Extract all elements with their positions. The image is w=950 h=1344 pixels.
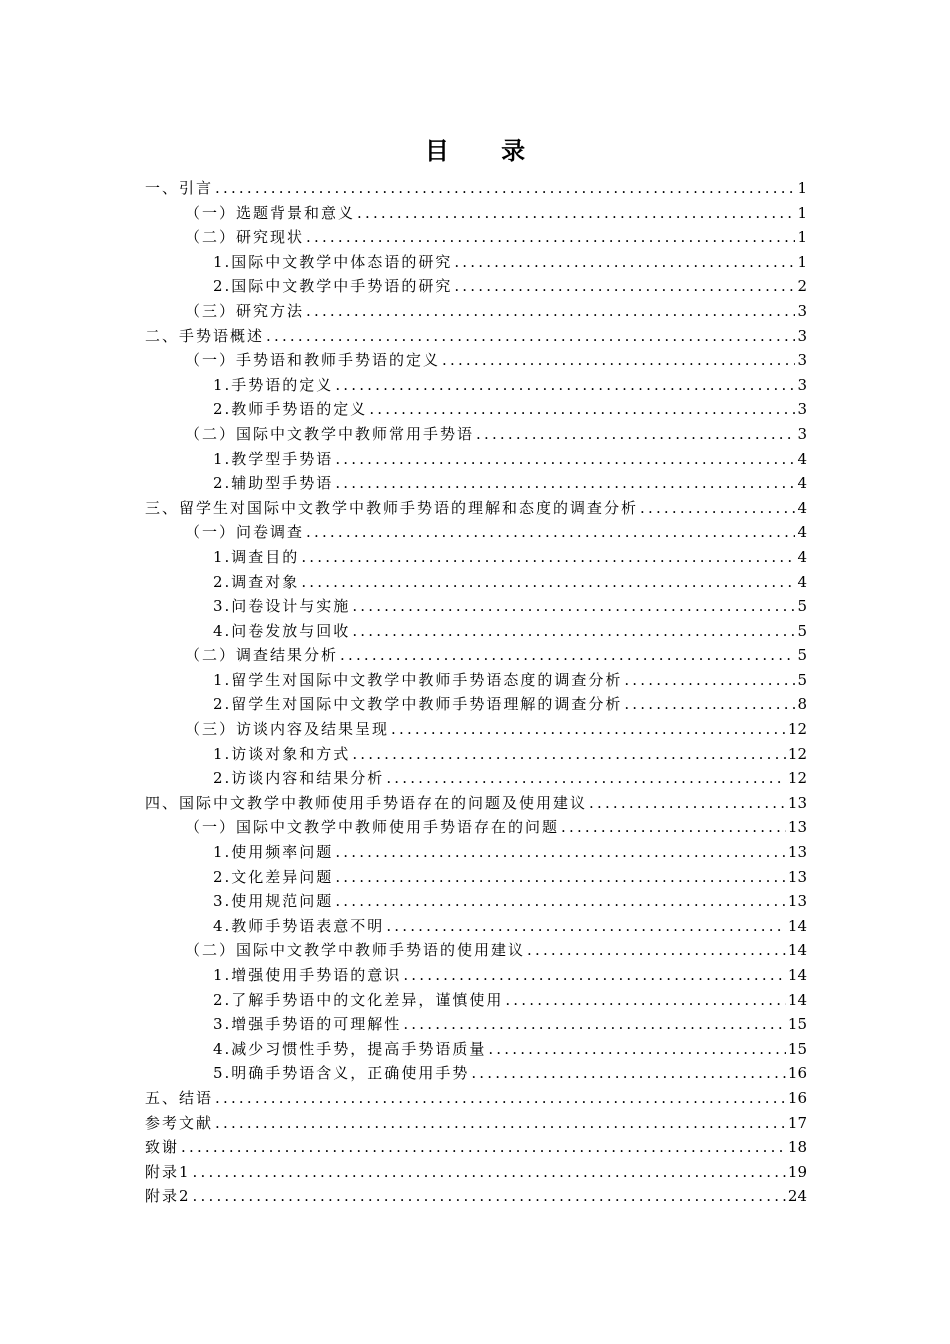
toc-entry-page: 2 — [797, 277, 807, 296]
toc-dot-leader — [193, 1184, 786, 1209]
toc-dot-leader — [266, 324, 795, 349]
toc-dot-leader — [386, 914, 786, 939]
toc-dot-leader — [624, 668, 795, 693]
toc-entry-page: 3 — [797, 424, 807, 443]
toc-entry[interactable] — [145, 225, 807, 250]
toc-entry-title: 附录2 — [145, 1187, 191, 1206]
toc-entry-page: 16 — [787, 1088, 807, 1107]
toc-dot-leader — [306, 520, 795, 545]
toc-entry-title: 3.使用规范问题 — [213, 892, 334, 911]
toc-entry[interactable] — [145, 201, 807, 226]
toc-entry-title: 二、手势语概述 — [145, 326, 265, 345]
toc-entry-title: 附录1 — [145, 1162, 191, 1181]
toc-entry-page: 4 — [797, 474, 807, 493]
toc-entry[interactable] — [145, 496, 807, 521]
toc-entry-title: （一）手势语和教师手势语的定义 — [185, 351, 441, 370]
toc-entry[interactable] — [145, 865, 807, 890]
toc-entry-title: （一）国际中文教学中教师使用手势语存在的问题 — [185, 818, 560, 837]
toc-dot-leader — [335, 447, 795, 472]
toc-entry-page: 5 — [797, 621, 807, 640]
toc-entry-page: 13 — [787, 867, 807, 886]
toc-dot-leader — [352, 742, 786, 767]
toc-entry-page: 14 — [787, 990, 807, 1009]
toc-entry[interactable] — [145, 619, 807, 644]
toc-entry-title: 2.文化差异问题 — [213, 867, 334, 886]
toc-entry-page: 3 — [797, 351, 807, 370]
toc-entry-page: 4 — [797, 498, 807, 517]
toc-dot-leader — [561, 815, 786, 840]
toc-entry-title: 2.调查对象 — [213, 572, 300, 591]
toc-entry-page: 1 — [797, 179, 807, 197]
toc-entry-page: 13 — [787, 843, 807, 862]
toc-entry-title: （二）国际中文教学中教师常用手势语 — [185, 424, 475, 443]
toc-entry-page: 14 — [787, 916, 807, 935]
table-of-contents — [145, 176, 807, 1209]
toc-dot-leader — [454, 274, 795, 299]
toc-entry-title: 3.增强手势语的可理解性 — [213, 1015, 402, 1034]
toc-entry-page: 5 — [797, 670, 807, 689]
toc-dot-leader — [454, 250, 795, 275]
toc-entry-page: 4 — [797, 572, 807, 591]
toc-entry[interactable] — [145, 1135, 807, 1160]
toc-entry-title: 2.访谈内容和结果分析 — [213, 769, 385, 788]
toc-entry[interactable] — [145, 1037, 807, 1062]
toc-dot-leader — [215, 1111, 786, 1136]
toc-dot-leader — [215, 176, 795, 201]
toc-entry-title: 1.调查目的 — [213, 547, 300, 566]
toc-entry-page: 17 — [787, 1113, 807, 1132]
toc-entry[interactable] — [145, 520, 807, 545]
toc-entry-title: 四、国际中文教学中教师使用手势语存在的问题及使用建议 — [145, 793, 588, 812]
toc-entry[interactable] — [145, 668, 807, 693]
toc-dot-leader — [193, 1160, 786, 1185]
toc-entry[interactable] — [145, 988, 807, 1013]
toc-entry-page: 3 — [797, 301, 807, 320]
toc-entry[interactable] — [145, 791, 807, 816]
toc-entry[interactable] — [145, 1160, 807, 1185]
toc-entry-page: 13 — [787, 818, 807, 837]
toc-entry[interactable] — [145, 938, 807, 963]
toc-entry-title: （二）调查结果分析 — [185, 646, 339, 665]
toc-title: 目 录 — [424, 137, 548, 165]
toc-entry[interactable] — [145, 274, 807, 299]
toc-entry-page: 18 — [787, 1138, 807, 1157]
toc-entry-page: 15 — [787, 1039, 807, 1058]
toc-dot-leader — [640, 496, 795, 521]
toc-entry-page: 14 — [787, 966, 807, 984]
toc-entry-title: 4.教师手势语表意不明 — [213, 916, 385, 935]
toc-entry-title: 4.问卷发放与回收 — [213, 621, 351, 640]
toc-entry-title: 一、引言 — [145, 179, 214, 197]
toc-entry[interactable] — [145, 471, 807, 496]
toc-dot-leader — [335, 889, 786, 914]
toc-entry-title: 5.明确手势语含义，正确使用手势 — [213, 1064, 470, 1083]
toc-dot-leader — [403, 963, 786, 988]
toc-entry-title: 1.教学型手势语 — [213, 449, 334, 468]
toc-dot-leader — [476, 422, 795, 447]
toc-entry-title: 2.了解手势语中的文化差异，谨慎使用 — [213, 990, 504, 1009]
toc-entry-title: 2.国际中文教学中手势语的研究 — [213, 277, 453, 296]
toc-dot-leader — [488, 1037, 786, 1062]
toc-dot-leader — [471, 1061, 786, 1086]
toc-entry-title: （二）国际中文教学中教师手势语的使用建议 — [185, 941, 526, 960]
toc-dot-leader — [335, 471, 795, 496]
toc-entry[interactable] — [145, 299, 807, 324]
toc-entry-page: 1 — [797, 252, 807, 271]
toc-entry-page: 12 — [787, 744, 807, 763]
toc-dot-leader — [352, 619, 795, 644]
toc-dot-leader — [391, 717, 786, 742]
toc-entry-title: 参考文献 — [145, 1113, 214, 1132]
toc-entry-title: 4.减少习惯性手势，提高手势语质量 — [213, 1039, 487, 1058]
toc-entry[interactable] — [145, 766, 807, 791]
toc-dot-leader — [340, 643, 795, 668]
toc-dot-leader — [403, 1012, 786, 1037]
toc-dot-leader — [589, 791, 786, 816]
toc-entry-page: 24 — [787, 1187, 807, 1206]
toc-dot-leader — [335, 865, 786, 890]
toc-entry[interactable] — [145, 1111, 807, 1136]
toc-entry[interactable] — [145, 176, 807, 201]
toc-entry-page: 13 — [787, 892, 807, 911]
toc-entry[interactable] — [145, 570, 807, 595]
toc-entry-title: 1.手势语的定义 — [213, 375, 334, 394]
toc-entry-title: 五、结语 — [145, 1088, 214, 1107]
toc-entry[interactable] — [145, 643, 807, 668]
toc-entry[interactable] — [145, 545, 807, 570]
toc-entry-title: 1.增强使用手势语的意识 — [213, 966, 402, 984]
toc-entry-page: 12 — [787, 720, 807, 739]
toc-entry[interactable] — [145, 594, 807, 619]
toc-entry[interactable] — [145, 742, 807, 767]
toc-entry[interactable] — [145, 914, 807, 939]
toc-entry-page: 16 — [787, 1064, 807, 1083]
toc-dot-leader — [301, 545, 795, 570]
toc-entry[interactable] — [145, 1061, 807, 1086]
toc-dot-leader — [505, 988, 786, 1013]
toc-entry-title: 三、留学生对国际中文教学中教师手势语的理解和态度的调查分析 — [145, 498, 639, 517]
toc-entry-title: 1.留学生对国际中文教学中教师手势语态度的调查分析 — [213, 670, 623, 689]
toc-dot-leader — [335, 373, 795, 398]
toc-entry[interactable] — [145, 1086, 807, 1111]
toc-entry[interactable] — [145, 717, 807, 742]
toc-entry[interactable] — [145, 840, 807, 865]
toc-dot-leader — [357, 201, 795, 226]
toc-entry[interactable] — [145, 422, 807, 447]
toc-dot-leader — [352, 594, 795, 619]
toc-entry-page: 4 — [797, 547, 807, 566]
toc-entry-page: 13 — [787, 793, 807, 812]
toc-entry-page: 14 — [787, 941, 807, 960]
toc-dot-leader — [369, 397, 795, 422]
toc-entry[interactable] — [145, 815, 807, 840]
toc-entry-title: （二）研究现状 — [185, 228, 305, 247]
toc-entry-title: 2.留学生对国际中文教学中教师手势语理解的调查分析 — [213, 695, 623, 714]
toc-entry-page: 12 — [787, 769, 807, 788]
toc-dot-leader — [215, 1086, 786, 1111]
toc-entry-page: 3 — [797, 326, 807, 345]
toc-dot-leader — [306, 299, 795, 324]
toc-dot-leader — [181, 1135, 786, 1160]
toc-entry-title: （三）访谈内容及结果呈现 — [185, 720, 390, 739]
toc-dot-leader — [306, 225, 795, 250]
toc-entry-title: 1.国际中文教学中体态语的研究 — [213, 252, 453, 271]
toc-entry-page: 15 — [787, 1015, 807, 1034]
toc-entry-page: 5 — [797, 646, 807, 665]
toc-entry-title: （一）选题背景和意义 — [185, 203, 356, 222]
toc-entry[interactable] — [145, 889, 807, 914]
toc-dot-leader — [624, 692, 795, 717]
toc-entry[interactable] — [145, 447, 807, 472]
toc-entry-title: （三）研究方法 — [185, 301, 305, 320]
toc-entry[interactable] — [145, 1184, 807, 1209]
toc-entry-page: 4 — [797, 523, 807, 542]
toc-entry[interactable] — [145, 373, 807, 398]
toc-entry-page: 1 — [797, 203, 807, 222]
toc-entry[interactable] — [145, 692, 807, 717]
toc-entry[interactable] — [145, 348, 807, 373]
toc-entry-page: 3 — [797, 375, 807, 394]
toc-entry-title: 致谢 — [145, 1138, 180, 1157]
toc-dot-leader — [335, 840, 786, 865]
toc-entry[interactable] — [145, 250, 807, 275]
toc-entry-page: 1 — [797, 228, 807, 247]
toc-entry-page: 3 — [797, 400, 807, 419]
toc-entry-title: 1.使用频率问题 — [213, 843, 334, 862]
toc-entry-title: （一）问卷调查 — [185, 523, 305, 542]
toc-entry-page: 8 — [797, 695, 807, 714]
toc-entry-title: 3.问卷设计与实施 — [213, 597, 351, 616]
toc-entry[interactable] — [145, 963, 807, 988]
toc-dot-leader — [301, 570, 795, 595]
toc-entry-title: 2.教师手势语的定义 — [213, 400, 368, 419]
toc-entry[interactable] — [145, 397, 807, 422]
toc-dot-leader — [442, 348, 795, 373]
toc-entry[interactable] — [145, 324, 807, 349]
toc-entry-page: 4 — [797, 449, 807, 468]
toc-entry-title: 2.辅助型手势语 — [213, 474, 334, 493]
toc-dot-leader — [386, 766, 786, 791]
toc-entry-title: 1.访谈对象和方式 — [213, 744, 351, 763]
toc-entry-page: 19 — [787, 1162, 807, 1181]
toc-dot-leader — [527, 938, 786, 963]
toc-entry-page: 5 — [797, 597, 807, 616]
toc-entry[interactable] — [145, 1012, 807, 1037]
